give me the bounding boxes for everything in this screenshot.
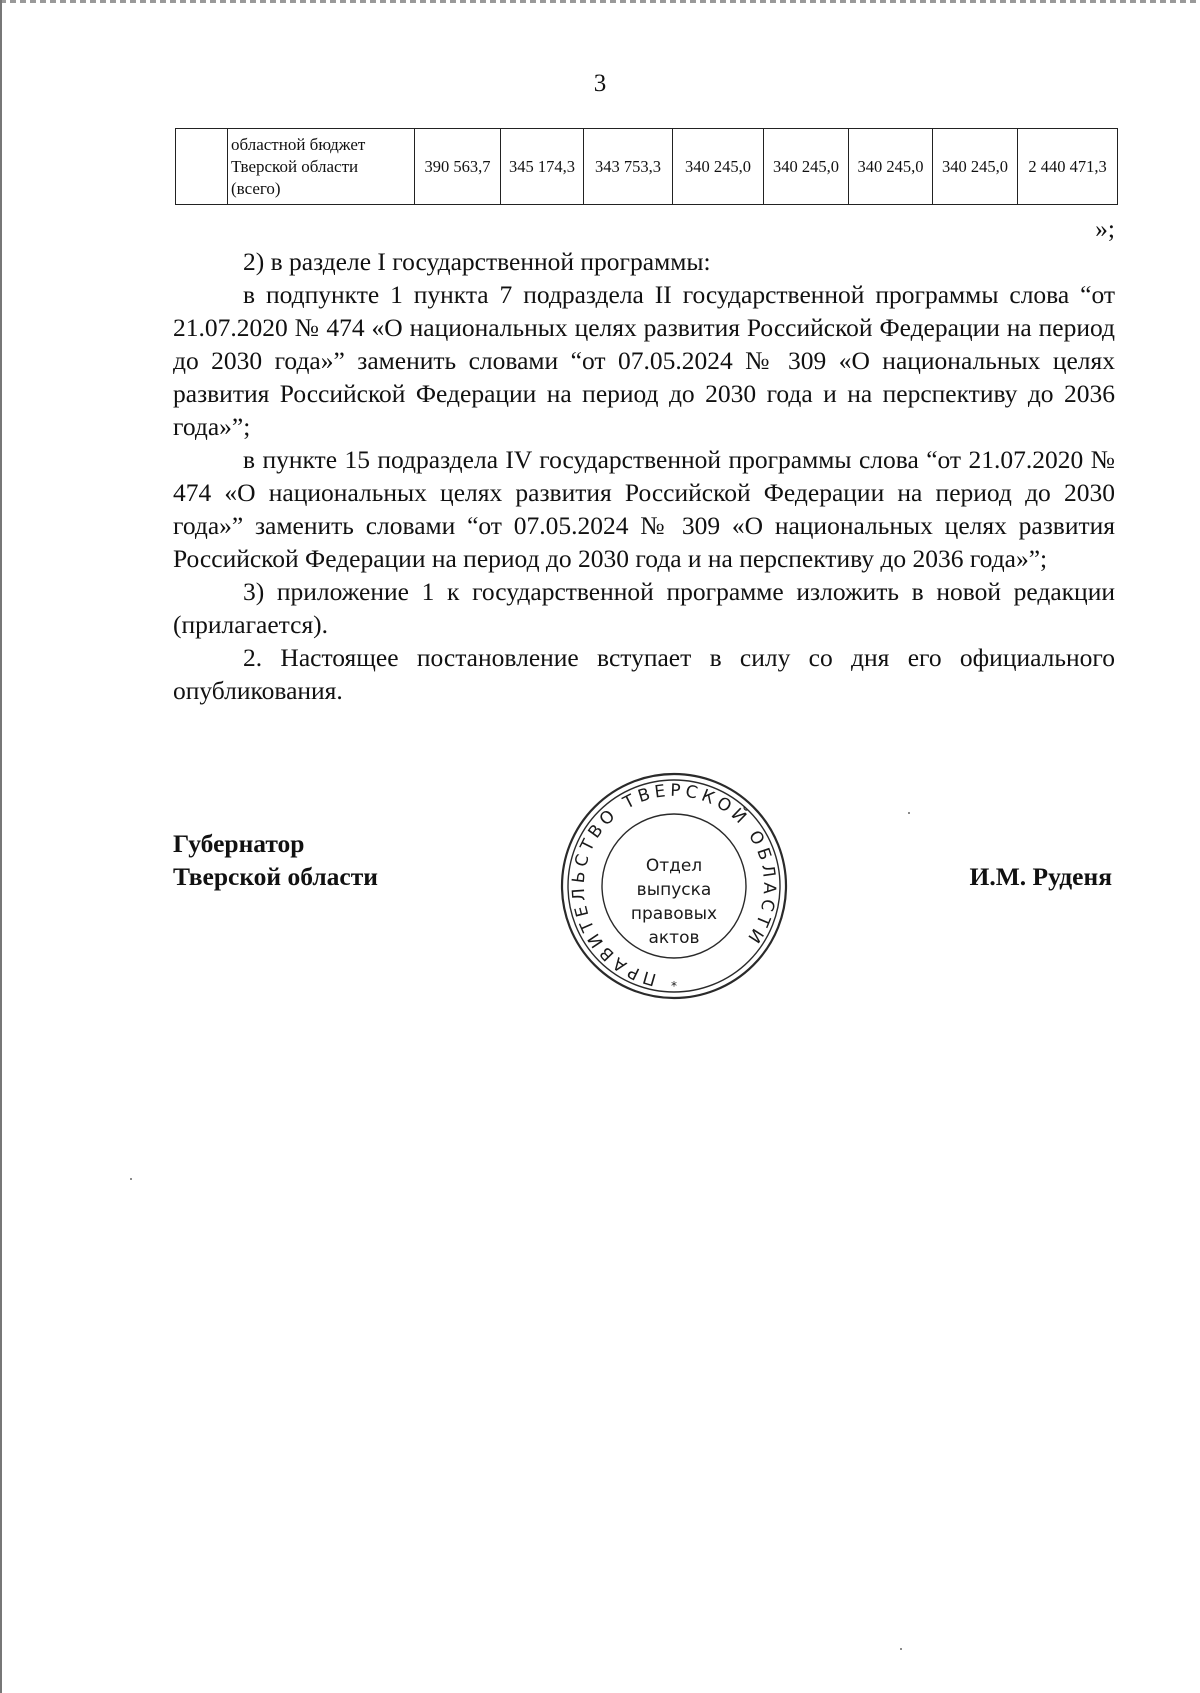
official-seal (558, 770, 790, 1002)
paragraph: 2. Настоящее постановление вступает в силу со дня его официального опубликования. (173, 643, 1115, 705)
page-number: 3 (593, 70, 607, 97)
seal-line: правовых (630, 904, 718, 924)
table-cell: 345 174,3 (501, 129, 584, 205)
table-cell: 343 753,3 (584, 129, 673, 205)
table-cell: 340 245,0 (764, 129, 849, 205)
signatory-title-line: Тверской области (173, 862, 378, 891)
table-cell: 340 245,0 (849, 129, 933, 205)
closing-quote: »; (1095, 214, 1115, 243)
table-empty-cell (176, 129, 228, 205)
seal-ring-text: ПРАВИТЕЛЬСТВО ТВЕРСКОЙ ОБЛАСТИ (568, 780, 780, 990)
seal-star-icon: * (671, 979, 677, 993)
table-label-cell (228, 129, 415, 205)
signatory-title (173, 827, 378, 893)
table-label-line: (всего) (231, 178, 281, 198)
seal-line: актов (648, 928, 700, 948)
document-body (173, 212, 1115, 707)
seal-center-text (558, 854, 790, 950)
paragraph: в подпункте 1 пункта 7 подраздела II государственной программы слова “от 21.07.2020 № 474 «О национальных целях развития Российской Федерации на период до 2030 года»” заменить словами “от 07.05.2024 № 309 «О национальных целях развития Российской Федерации на период до 2030 года и на перспективу до 2036 года»”; (173, 280, 1115, 441)
table-total-cell: 2 440 471,3 (1018, 129, 1118, 205)
table-label-line: Тверской области (231, 156, 359, 176)
scan-speck (908, 812, 910, 814)
scan-speck (900, 1648, 902, 1650)
table-cell: 390 563,7 (415, 129, 501, 205)
scan-speck (130, 1178, 132, 1180)
table-row (176, 129, 1118, 205)
signatory-name: И.М. Руденя (969, 862, 1112, 891)
table-cell: 340 245,0 (933, 129, 1018, 205)
paragraph: 2) в разделе I государственной программы: (243, 247, 711, 276)
seal-line: выпуска (636, 880, 712, 900)
signatory-title-line: Губернатор (173, 829, 305, 858)
table-cell: 340 245,0 (673, 129, 764, 205)
table-label-line: областной бюджет (231, 134, 366, 154)
paragraph: 3) приложение 1 к государственной программе изложить в новой редакции (прилагается). (173, 577, 1115, 639)
seal-line: Отдел (645, 856, 703, 876)
scan-top-edge (0, 0, 1200, 3)
budget-table (175, 128, 1118, 205)
paragraph: в пункте 15 подраздела IV государственной программы слова “от 21.07.2020 № 474 «О национальных целях развития Российской Федерации на период до 2030 года»” заменить словами “от 07.05.2024 № 309 «О национальных целях развития Российской Федерации на период до 2030 года и на перспективу до 2036 года»”; (173, 445, 1115, 573)
scan-left-edge (0, 0, 2, 1693)
